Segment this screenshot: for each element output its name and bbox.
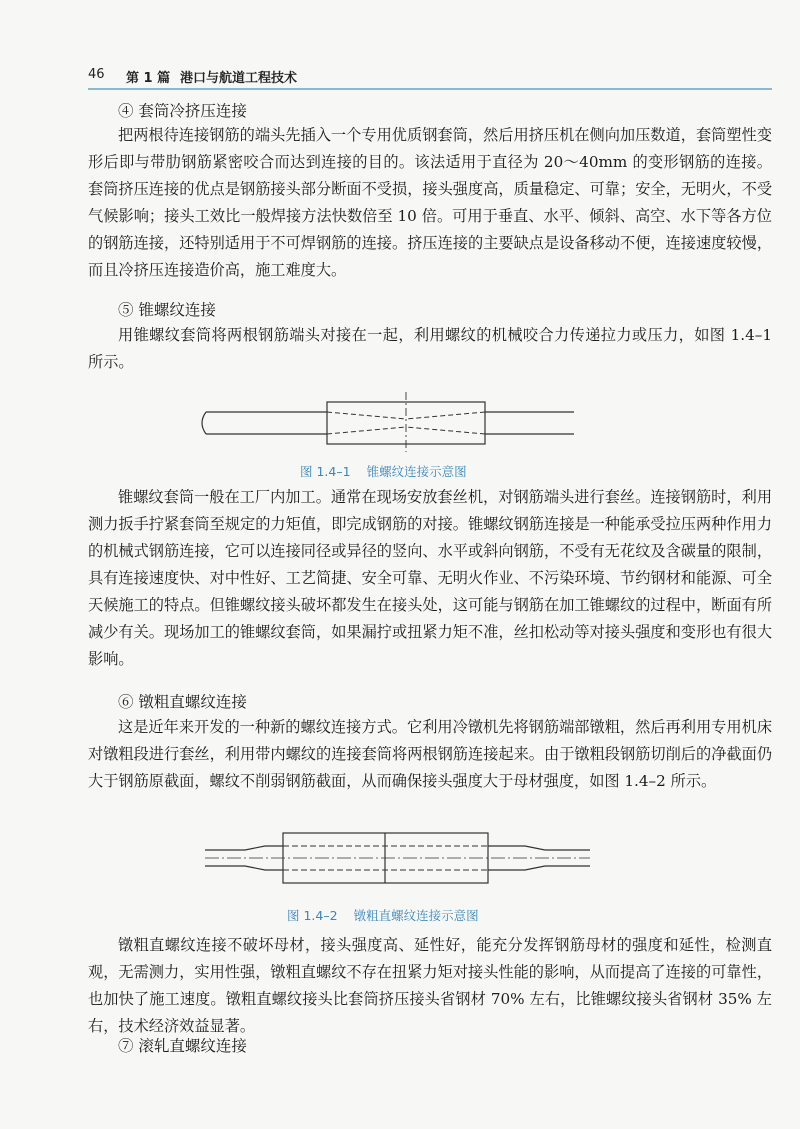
figure-title: 镦粗直螺纹连接示意图 [353, 908, 479, 923]
figure-caption-2 [287, 906, 495, 924]
part-title: 港口与航道工程技术 [180, 71, 298, 86]
section-heading-6: ⑥ 镦粗直螺纹连接 [118, 693, 247, 711]
section-body-6a: 这是近年来开发的一种新的螺纹连接方式。它利用冷镦机先将钢筋端部镦粗，然后再利用专用机床对镦粗段进行套丝，利用带内螺纹的连接套筒将两根钢筋连接起来。由于镦粗段钢筋切削后的净截面仍大于钢筋原截面，螺纹不削弱钢筋截面，从而确保接头强度大于母材强度，如图 1.4–2 所示。 [88, 718, 772, 790]
section-heading-5: ⑤ 锥螺纹连接 [118, 301, 216, 319]
figure-caption-1 [300, 462, 483, 480]
figure-straight-thread-diagram [205, 828, 590, 888]
section-body-4: 把两根待连接钢筋的端头先插入一个专用优质钢套筒，然后用挤压机在侧向加压数道，套筒塑性变形后即与带肋钢筋紧密咬合而达到连接的目的。该法适用于直径为 20～40mm 的变形钢筋的连接。套筒挤压连接的优点是钢筋接头部分断面不受损，接头强度高，质量稳定、可靠；安全，无明火，不受气候影响；接头工效比一般焊接方法快数倍至 10 倍。可用于垂直、水平、倾斜、高空、水下等各方位的钢筋连接，还特别适用于不可焊钢筋的连接。挤压连接的主要缺点是设备移动不便，连接速度较慢，而且冷挤压连接造价高，施工难度大。 [88, 126, 772, 279]
page-header [88, 62, 772, 90]
section-body-5b: 锥螺纹套筒一般在工厂内加工。通常在现场安放套丝机，对钢筋端头进行套丝。连接钢筋时，利用测力扳手拧紧套筒至规定的力矩值，即完成钢筋的对接。锥螺纹钢筋连接是一种能承受拉压两种作用力的机械式钢筋连接，它可以连接同径或异径的竖向、水平或斜向钢筋，不受有无花纹及含碳量的限制，具有连接速度快、对中性好、工艺简捷、安全可靠、无明火作业、不污染环境、节约钢材和能源、可全天候施工的特点。但锥螺纹接头破坏都发生在接头处，这可能与钢筋在加工锥螺纹的过程中，断面有所减少有关。现场加工的锥螺纹套筒，如果漏拧或扭紧力矩不准，丝扣松动等对接头强度和变形也有很大影响。 [88, 488, 772, 668]
figure-number: 图 1.4–2 [287, 908, 338, 923]
part-label: 第 1 篇 [126, 71, 171, 86]
figure-title: 锥螺纹连接示意图 [366, 464, 467, 479]
figure-number: 图 1.4–1 [300, 464, 351, 479]
figure-taper-thread-diagram [196, 392, 606, 452]
section-heading-7: ⑦ 滚轧直螺纹连接 [118, 1037, 247, 1055]
section-body-5a: 用锥螺纹套筒将两根钢筋端头对接在一起，利用螺纹的机械咬合力传递拉力或压力，如图 1.4–1 所示。 [88, 326, 772, 371]
section-body-6b: 镦粗直螺纹连接不破坏母材，接头强度高、延性好，能充分发挥钢筋母材的强度和延性，检测直观，无需测力，实用性强，镦粗直螺纹不存在扭紧力矩对接头性能的影响，从而提高了连接的可靠性，也加快了施工速度。镦粗直螺纹接头比套筒挤压接头省钢材 70% 左右，比锥螺纹接头省钢材 35% 左右，技术经济效益显著。 [88, 936, 772, 1035]
page-number: 46 [88, 67, 105, 82]
section-heading-4: ④ 套筒冷挤压连接 [118, 102, 247, 120]
